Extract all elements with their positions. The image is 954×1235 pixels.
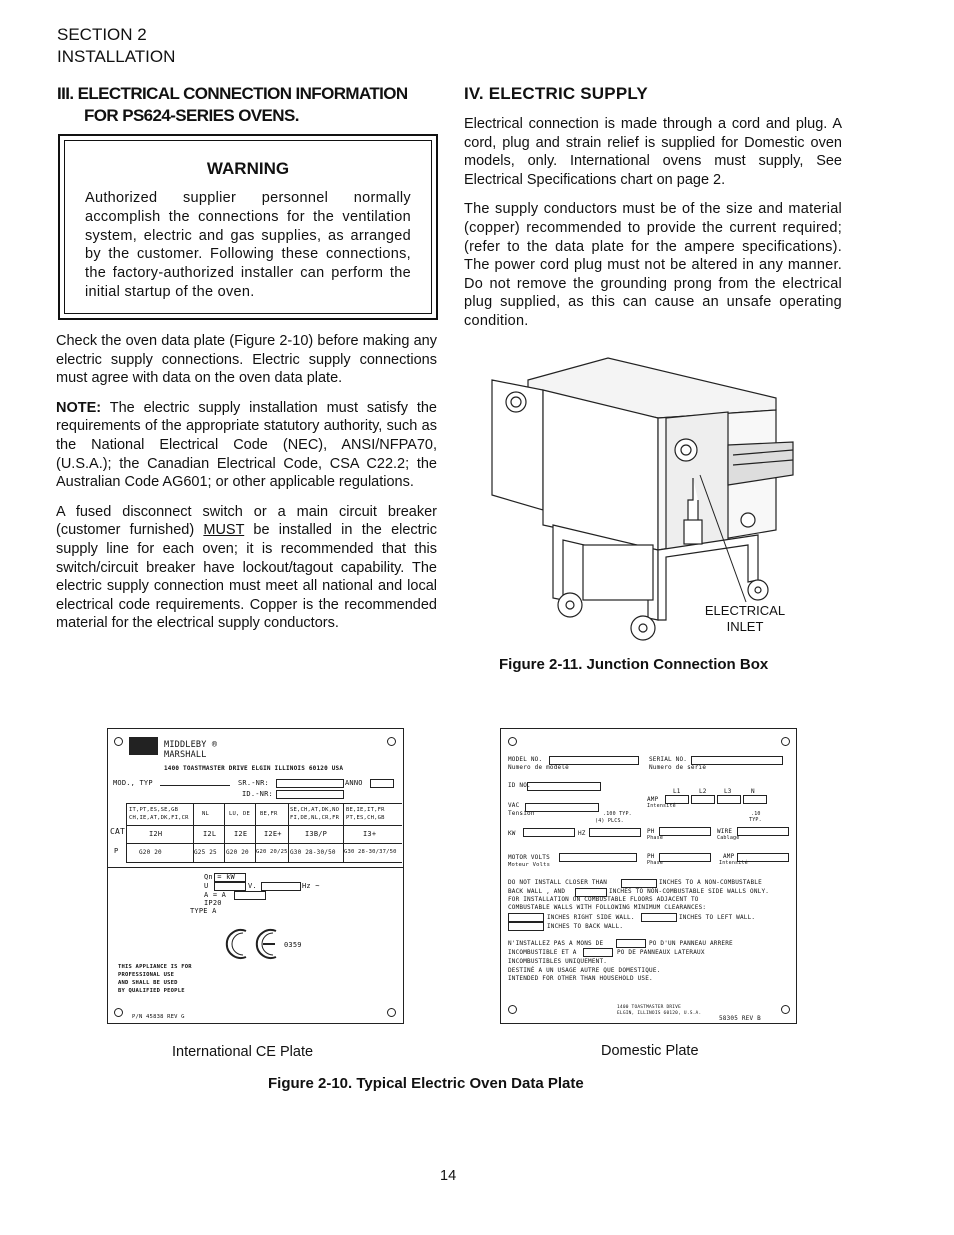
domestic-revision: 58305 REV B	[719, 1015, 761, 1022]
country-cell: LU, DE	[229, 811, 251, 817]
l2-label: L2	[699, 788, 707, 795]
clearance-text: INCHES TO BACK WALL.	[547, 923, 624, 930]
u-label: U	[204, 882, 209, 890]
ph-box	[659, 827, 711, 836]
anno-label: ANNO	[345, 779, 363, 787]
pressure-cell: G30 28-30/37/50	[344, 849, 397, 855]
figure-2-10-caption: Figure 2-10. Typical Electric Oven Data Plate	[268, 1075, 584, 1092]
model-no-box	[549, 756, 639, 765]
n-label: N	[751, 788, 755, 795]
right-body	[464, 115, 842, 342]
mount-hole	[781, 1005, 790, 1014]
country-cell: BE,FR	[260, 811, 278, 817]
heading-electrical-connection	[57, 83, 447, 127]
qn-label: Qn = kW	[204, 873, 235, 881]
french-clearance-text: DESTINÉ A UN USAGE AUTRE QUE DOMESTIQUE.	[508, 967, 661, 974]
motor-volts-box	[559, 853, 637, 862]
paragraph-connection: Electrical connection is made through a cord and plug. A cord, plug and strain relief is supplied for Domestic oven models, only. International ovens must supply, See Electrical Specifications chart on page 2.	[464, 116, 842, 188]
ce-warning-line: AND SHALL BE USED	[118, 980, 178, 986]
typ-10-label: TYP.	[749, 817, 762, 823]
anno-box	[370, 779, 394, 788]
heading-line-2: FOR PS624-SERIES OVENS.	[84, 106, 299, 125]
ce-warning-text	[118, 963, 192, 995]
plcs-label: (4) PLCS.	[595, 818, 624, 824]
french-clearance-text: INTENDED FOR OTHER THAN HOUSEHOLD USE.	[508, 975, 653, 982]
oven-illustration	[488, 350, 798, 645]
amp-label: AMP	[647, 796, 659, 803]
country-cell: SE,CH,AT,DK,NO FI,DE,NL,CR,FR	[290, 807, 340, 821]
moteur-volts-label: Moteur Volts	[508, 862, 551, 868]
clearance-text: FOR INSTALLATION ON COMBUSTABLE FLOORS ADJACENT TO	[508, 896, 699, 903]
motor-ph-box	[659, 853, 711, 862]
international-ce-plate	[107, 728, 404, 1024]
section-header	[57, 24, 175, 68]
domestic-plate	[500, 728, 797, 1024]
french-clearance-text: N'INSTALLEZ PAS A MONS DE	[508, 940, 604, 947]
clearance-text: INCHES TO LEFT WALL.	[679, 914, 756, 921]
amp-l1-box	[665, 795, 689, 804]
note-text: The electric supply installation must satisfy the requirements of the appropriate statutory authority, such as the National Electrical Code (NEC), ANSI/NFPA70, (U.S.A.); the Canadian Electrical Code, CSA C22.2; the Australian Code AG601; or other applicable regulations.	[56, 399, 437, 491]
domestic-address-line: 1400 TOASTMASTER DRIVE	[617, 1005, 682, 1010]
amp-l3-box	[717, 795, 741, 804]
kw-box	[523, 828, 575, 837]
country-cell: NL	[202, 811, 210, 817]
qn-box	[214, 873, 246, 882]
cat-cell: I3B/P	[305, 830, 328, 838]
figure-2-11-caption: Figure 2-11. Junction Connection Box	[499, 656, 769, 673]
kw-label: KW	[508, 830, 516, 837]
page-number: 14	[440, 1168, 457, 1184]
paragraph-conductors: The supply conductors must be of the size and material (copper) recommended to provide the current required; (refer to the data plate for the ampere specifications). The power cord plug must not be altered in any manner. Do not remove the grounding prong from the electrical plug supplied, as this can cause an unsafe operating condition.	[464, 201, 842, 329]
wire-box	[737, 827, 789, 836]
brand-line-2: MARSHALL	[164, 750, 207, 760]
typ-100-label: .100 TYP.	[603, 811, 632, 817]
ce-notified-body-number: 0359	[284, 941, 302, 949]
gas-category-table	[126, 803, 402, 863]
amp-fr-label: Intensité	[647, 803, 676, 809]
paragraph-note	[56, 399, 437, 492]
domestic-plate-caption: Domestic Plate	[601, 1043, 699, 1059]
id-nr-label: ID.-NR:	[242, 790, 273, 798]
clearance-text: BACK WALL , AND	[508, 888, 566, 895]
typ-10-label: .10	[751, 811, 761, 817]
paragraph-check-data-plate: Check the oven data plate (Figure 2-10) before making any electric supply connections. Electric supply connections must agree with data on the oven data plate.	[56, 333, 437, 387]
a-label: A = A	[204, 891, 227, 899]
serial-no-fr-label: Numero de serie	[649, 764, 707, 771]
cat-cell: I3+	[363, 830, 377, 838]
cat-cell: I2E+	[264, 830, 282, 838]
type-label: TYPE A	[190, 907, 217, 915]
model-no-fr-label: Numero de modele	[508, 764, 569, 771]
heading-line-1: III. ELECTRICAL CONNECTION INFORMATION	[57, 84, 408, 103]
inlet-label-line-1: ELECTRICAL	[704, 603, 786, 618]
heading-electric-supply: IV. ELECTRIC SUPPLY	[464, 84, 648, 103]
sr-nr-label: SR.-NR:	[238, 779, 269, 787]
motor-volts-label: MOTOR VOLTS	[508, 854, 550, 861]
french-clearance-text: INCOMBUSTIBLE ET A	[508, 949, 577, 956]
country-cell: IT,PT,ES,SE,GB CH,IE,AT,DK,FI,CR	[129, 807, 189, 821]
ce-address: 1400 TOASTMASTER DRIVE ELGIN ILLINOIS 60120 USA	[164, 765, 344, 772]
inlet-label-line-2: INLET	[726, 619, 764, 634]
vac-label: VAC	[508, 802, 520, 809]
note-label: NOTE:	[56, 399, 102, 416]
mount-hole	[508, 737, 517, 746]
clearance-box	[583, 948, 613, 957]
ce-plate-caption: International CE Plate	[172, 1044, 314, 1060]
vac-box	[525, 803, 599, 812]
paragraph-disconnect	[56, 503, 437, 633]
motor-amp-label: AMP	[723, 853, 735, 860]
hz-box	[589, 828, 641, 837]
sr-nr-box	[276, 779, 344, 788]
motor-phase-label: Phase	[647, 860, 664, 866]
ce-warning-line: THIS APPLIANCE IS FOR	[118, 964, 192, 970]
disconnect-text-a: A fused disconnect switch or a main circuit breaker (customer furnished)	[56, 503, 437, 539]
warning-box	[58, 134, 438, 320]
tension-label: Tension	[508, 810, 535, 817]
ph-label: PH	[647, 828, 655, 835]
warning-title: WARNING	[206, 159, 290, 178]
mount-hole	[114, 1008, 123, 1017]
cablage-label: Cablage	[717, 835, 740, 841]
hz-label: Hz ~	[302, 882, 320, 890]
cat-cell: I2E	[234, 830, 248, 838]
clearance-text: INCHES RIGHT SIDE WALL.	[547, 914, 635, 921]
ce-mark-icon	[221, 927, 281, 961]
hz-label: HZ	[578, 830, 586, 837]
serial-no-label: SERIAL NO.	[649, 756, 688, 763]
must-emphasis: MUST	[203, 522, 245, 539]
clearance-box	[641, 913, 677, 922]
clearance-box	[508, 922, 544, 931]
pressure-cell: G20 20	[226, 849, 249, 856]
clearance-text: COMBUSTABLE WALLS WITH FOLLOWING MINIMUM CLEARANCES:	[508, 904, 707, 911]
l3-label: L3	[724, 788, 732, 795]
mount-hole	[387, 1008, 396, 1017]
warning-inner-frame	[64, 140, 432, 314]
pressure-cell: G20 20	[139, 849, 162, 856]
pressure-cell: G30 28-30/50	[290, 849, 336, 856]
cat-cell: I2L	[203, 830, 217, 838]
left-body	[56, 332, 437, 644]
clearance-box	[616, 939, 646, 948]
clearance-box	[508, 913, 544, 922]
amp-n-box	[743, 795, 767, 804]
v-label: V.	[248, 882, 257, 890]
clearance-text: INCHES TO NON-COMBUSTABLE SIDE WALLS ONLY.	[609, 888, 770, 895]
model-no-label: MODEL NO.	[508, 756, 543, 763]
motor-ph-label: PH	[647, 853, 655, 860]
warning-text: Authorized supplier personnel normally accomplish the connections for the ventilation system, electric and gas supplies, as arranged by the customer. Following these connections, the factory-authorized installer can perform the initial startup of the oven.	[85, 190, 411, 300]
serial-no-box	[691, 756, 783, 765]
mod-typ-label: MOD., TYP	[113, 779, 153, 787]
mount-hole	[781, 737, 790, 746]
id-no-box	[527, 782, 601, 791]
plate-divider	[108, 867, 403, 868]
cat-cell: I2H	[149, 830, 163, 838]
chapter-label: INSTALLATION	[57, 47, 176, 66]
middleby-logo-icon	[129, 737, 158, 755]
pressure-cell: G20 20/25	[256, 849, 288, 855]
ce-part-number: P/N 45838 REV G	[132, 1014, 185, 1020]
country-cell: BE,IE,IT,FR PT,ES,CH,GB	[346, 807, 385, 821]
ce-warning-line: PROFESSIONAL USE	[118, 972, 175, 978]
ce-warning-line: BY QUALIFIED PEOPLE	[118, 988, 185, 994]
french-clearance-text: PO DE PANNEAUX LATERAUX	[617, 949, 705, 956]
section-label: SECTION 2	[57, 25, 147, 44]
p-label: P	[114, 847, 119, 855]
french-clearance-text: INCOMBUSTIBLES UNIQUEMENT.	[508, 958, 608, 965]
domestic-address-line: ELGIN, ILLINOIS 60120, U.S.A.	[617, 1011, 702, 1016]
v-box	[261, 882, 301, 891]
phase-label: Phase	[647, 835, 664, 841]
clearance-text: INCHES TO A NON-COMBUSTABLE	[659, 879, 762, 886]
l1-label: L1	[673, 788, 681, 795]
u-box	[214, 882, 246, 891]
mount-hole	[387, 737, 396, 746]
motor-intensite-label: Intensité	[719, 860, 748, 866]
mount-hole	[508, 1005, 517, 1014]
mount-hole	[114, 737, 123, 746]
id-no-label: ID NO.	[508, 782, 531, 789]
ip-label: IP20	[204, 899, 222, 907]
id-nr-box	[276, 790, 344, 799]
clearance-text: DO NOT INSTALL CLOSER THAN	[508, 879, 608, 886]
brand-line-1: MIDDLEBY ®	[164, 740, 218, 750]
clearance-box	[621, 879, 657, 888]
motor-amp-box	[737, 853, 789, 862]
mod-typ-line	[160, 785, 230, 786]
a-box	[234, 891, 266, 900]
electrical-inlet-label	[703, 603, 787, 635]
pressure-cell: G25 25	[194, 849, 217, 856]
wire-label: WIRE	[717, 828, 733, 835]
amp-l2-box	[691, 795, 715, 804]
cat-label: CAT	[110, 827, 126, 836]
disconnect-text-b: be installed in the electric supply line for each oven; it is recommended that this switch/circuit breaker have lockout/tagout capability. The electric supply connection must meet all national and local electrical code requirements. Copper is the recommended material for the electrical supply conductors.	[56, 522, 437, 632]
french-clearance-text: PO D'UN PANNEAU ARRERE	[649, 940, 733, 947]
